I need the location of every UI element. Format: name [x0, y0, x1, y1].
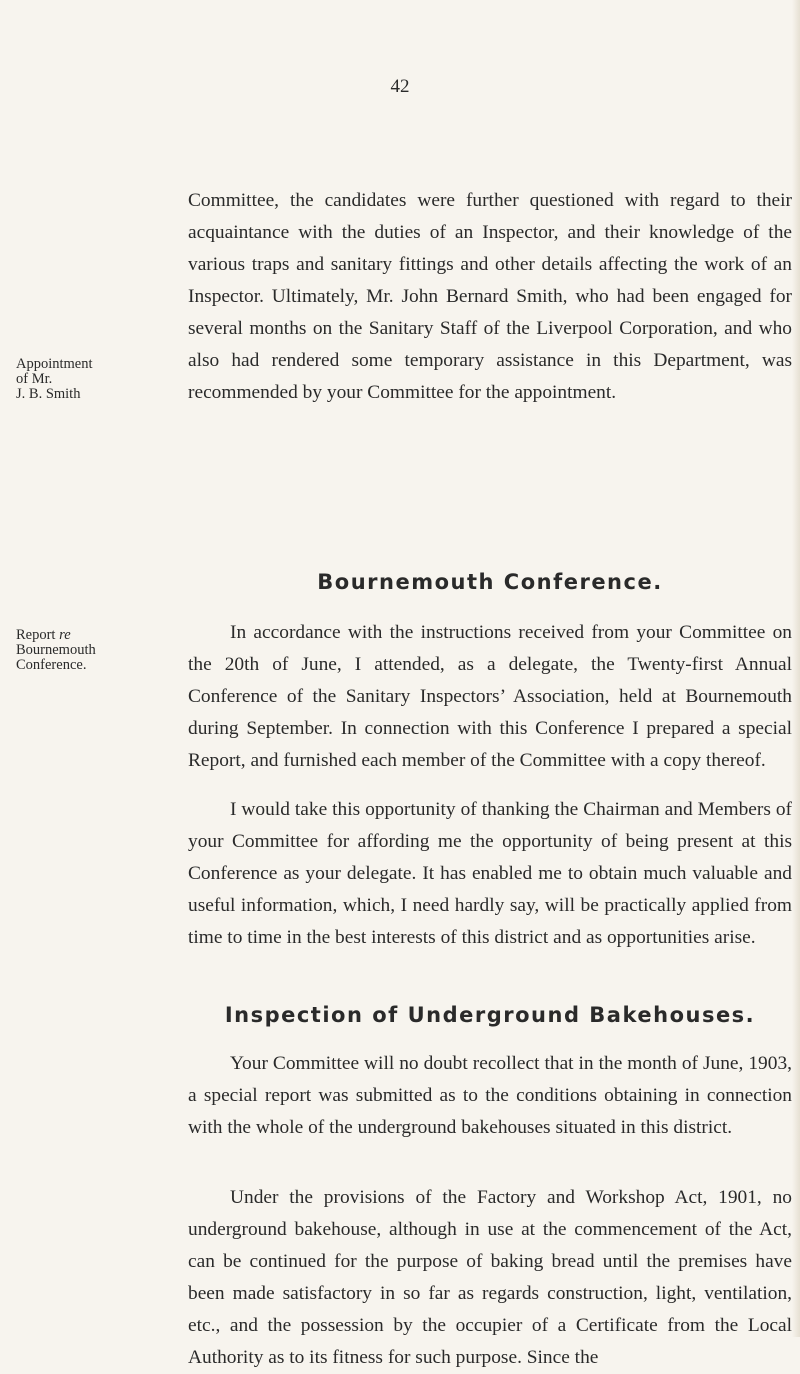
margin-note-line — [16, 628, 186, 643]
paragraph-thanks: I would take this opportunity of thanking the Chairman and Members of your Committee for affording me the opportunity of being present at this Conference as your delegate. It has enabled me to obtain much valuable and useful information, which, I need hardly say, will be practically applied from time to time in the best interests of this district and as opportunities arise. — [188, 799, 792, 948]
paragraph-bakehouses-report: Your Committee will no doubt recollect that in the month of June, 1903, a special report was submitted as to the conditions obtaining in connection with the whole of the underground bakehouses situated in this district. — [188, 1053, 792, 1138]
margin-note-line: Appointment — [16, 356, 93, 372]
heading-underground-bakehouses: Inspection of Underground Bakehouses. — [224, 1003, 756, 1027]
margin-note-word: Report — [16, 627, 60, 643]
paragraph-bournemouth: In accordance with the instructions received from your Committee on the 20th of June, I attended, as a delegate, the Twenty-first Annual Conference of the Sanitary Inspectors’ Association, held at Bournemouth during September. In connection with this Conference I prepared a special Report, and furnished each member of the Committee with a copy thereof. — [188, 622, 792, 771]
margin-note-line: of Mr. — [16, 371, 53, 387]
page-edge-shadow — [792, 0, 800, 1337]
margin-note-line: J. B. Smith — [16, 386, 81, 402]
heading-bournemouth-conference: Bournemouth Conference. — [317, 570, 663, 594]
margin-note-appointment — [16, 357, 186, 402]
page-number: 42 — [390, 76, 410, 97]
paragraph-factory-act: Under the provisions of the Factory and Workshop Act, 1901, no underground bakehouse, although in use at the commencement of the Act, can be continued for the purpose of baking bread until the premises have been made satisfactory in so far as regards construction, light, ventilation, etc., and the possession by the occupier of a Certificate from the Local Authority as to its fitness for such purpose. Since the — [188, 1187, 792, 1368]
margin-note-line: Bournemouth — [16, 642, 96, 658]
margin-note-line: Conference. — [16, 657, 87, 673]
margin-note-italic: re — [59, 627, 71, 643]
paragraph-committee: Committee, the candidates were further questioned with regard to their acquaintance with the duties of an Inspector, and their knowledge of the various traps and sanitary fittings and other details affecting the work of an Inspector. Ultimately, Mr. John Bernard Smith, who had been engaged for several months on the Sanitary Staff of the Liverpool Corporation, and who also had rendered some temporary assistance in this Department, was recommended by your Committee for the appointment. — [188, 190, 792, 403]
margin-note-report — [16, 628, 186, 673]
